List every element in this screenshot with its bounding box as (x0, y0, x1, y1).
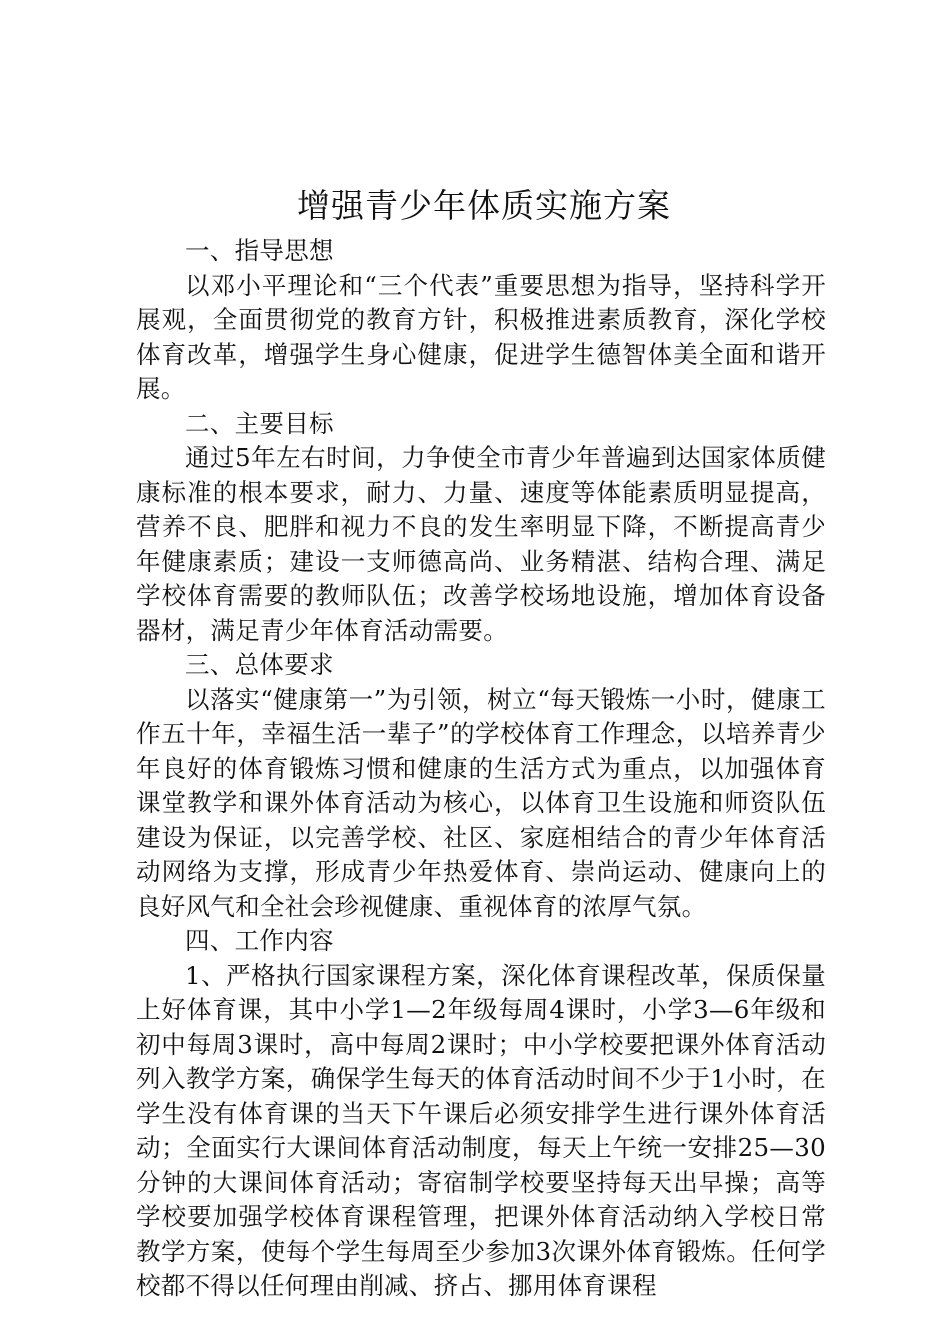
section-heading-overall-requirements: 三、总体要求 (185, 650, 334, 679)
section-heading-main-goals: 二、主要目标 (185, 408, 334, 438)
section-paragraph-overall-requirements: 以落实“健康第一”为引领，树立“每天锻炼一小时，健康工作五十年，幸福生活一辈子”的学校体育工作理念，以培养青少年良好的体育锻炼习惯和健康的生活方式为重点，以加强体育课堂教学和课外体育活动为核心，以体育卫生设施和师资队伍建设为保证，以完善学校、社区、家庭相结合的青少年体育活动网络为支撑，形成青少年热爱体育、崇尚运动、健康向上的良好风气和全社会珍视健康、重视体育的浓厚气氛。 (136, 684, 826, 921)
document-title: 增强青少年体质实施方案 (297, 186, 671, 225)
section-heading-work-content: 四、工作内容 (185, 926, 334, 955)
section-paragraph-work-content: 1、严格执行国家课程方案，深化体育课程改革，保质保量上好体育课，其中小学1—2年级每周4课时，小学3—6年级和初中每周3课时，高中每周2课时；中小学校要把课外体育活动列入教学方案，确保学生每天的体育活动时间不少于1小时，在学生没有体育课的当天下午课后必须安排学生进行课外体育活动；全面实行大课间体育活动制度，每天上午统一安排25—30分钟的大课间体育活动；寄宿制学校要坚持每天出早操；高等学校要加强学校体育课程管理，把课外体育活动纳入学校日常教学方案，使每个学生每周至少参加3次课外体育锻炼。任何学校都不得以任何理由削减、挤占、挪用体育课程 (136, 960, 826, 1300)
section-paragraph-main-goals: 通过5年左右时间，力争使全市青少年普遍到达国家体质健康标准的根本要求，耐力、力量、速度等体能素质明显提高，营养不良、肥胖和视力不良的发生率明显下降，不断提高青少年健康素质；建设一支师德高尚、业务精湛、结构合理、满足学校体育需要的教师队伍；改善学校场地设施，增加体育设备器材，满足青少年体育活动需要。 (136, 443, 826, 645)
document-page (136, 178, 826, 1304)
section-heading-guiding-thought: 一、指导思想 (185, 236, 334, 265)
section-paragraph-guiding-thought: 以邓小平理论和“三个代表”重要思想为指导，坚持科学开展观，全面贯彻党的教育方针，积极推进素质教育，深化学校体育改革，增强学生身心健康，促进学生德智体美全面和谐开展。 (136, 270, 826, 403)
